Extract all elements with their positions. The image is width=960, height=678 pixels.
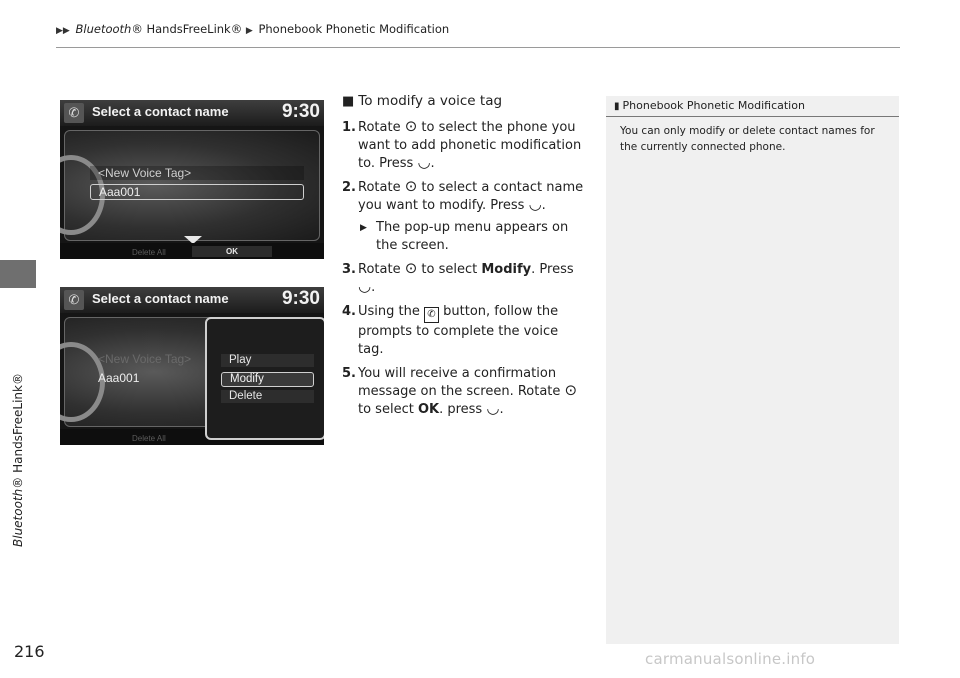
clock: 9:30 [281, 101, 320, 122]
step-text: to select a contact name you want to modify. Press [358, 180, 584, 213]
page-number: 216 [14, 642, 45, 661]
step-keyword: OK [417, 402, 440, 417]
step-number: 3. [342, 262, 356, 277]
step-result-text: The pop-up menu appears on the screen. [376, 220, 569, 253]
screen-title: Select a contact name [92, 291, 229, 306]
step-text: . press [439, 402, 483, 417]
popup-menu [205, 317, 324, 440]
step-text: to select the phone you want to add phonetic modification to. Press [358, 120, 582, 171]
voice-icon: ✆ [64, 290, 84, 310]
list-item-contact[interactable]: Aaa001 [98, 371, 140, 385]
enter-press-icon: ◡ [417, 153, 431, 171]
step-number: 4. [342, 304, 356, 319]
enter-press-icon: ◡ [528, 195, 542, 213]
watermark[interactable]: carmanualsonline.info [645, 650, 816, 668]
section-heading [342, 92, 587, 111]
step-2 [342, 179, 587, 255]
note-body: You can only modify or delete contact names for the currently connected phone. [620, 125, 875, 153]
step-result [358, 219, 587, 255]
breadcrumb-arrow-icon: ▶ [245, 26, 253, 36]
voice-icon: ✆ [64, 103, 84, 123]
result-arrow-icon: ▶ [360, 223, 367, 233]
note-title: Phonebook Phonetic Modification [622, 99, 805, 112]
header-divider [56, 47, 900, 48]
side-note [606, 96, 899, 644]
step-text: button, follow the prompts to complete the voice tag. [358, 304, 559, 357]
step-text: to select [421, 262, 478, 277]
step-5 [342, 365, 587, 419]
interface-dial-icon: ⊙ [564, 381, 578, 399]
breadcrumb-page: Phonebook Phonetic Modification [258, 22, 450, 36]
breadcrumb-arrow-icon: ▶▶ [56, 26, 70, 36]
screen-title: Select a contact name [92, 104, 229, 119]
breadcrumb [56, 22, 449, 36]
step-text: Rotate [358, 180, 401, 195]
section-heading-text: To modify a voice tag [358, 93, 503, 109]
menu-item-play[interactable]: Play [221, 354, 314, 367]
chapter-tab [0, 260, 36, 288]
note-header [606, 96, 899, 117]
step-text: . Press [531, 262, 574, 277]
menu-item-modify[interactable]: Modify [221, 372, 314, 387]
step-number: 1. [342, 120, 356, 135]
instructions [342, 92, 587, 425]
step-number: 5. [342, 366, 356, 381]
list-item-new-voice-tag[interactable]: <New Voice Tag> [90, 166, 304, 180]
enter-press-icon: ◡ [486, 399, 500, 417]
breadcrumb-section-italic: Bluetooth [75, 22, 132, 36]
step-text: . [430, 156, 435, 171]
breadcrumb-section: ® HandsFreeLink® [131, 22, 243, 36]
list-item-contact[interactable]: Aaa001 [90, 184, 304, 200]
step-text: Rotate [358, 120, 401, 135]
menu-item-delete[interactable]: Delete [221, 390, 314, 403]
interface-dial-icon: ⊙ [404, 259, 418, 277]
delete-all-button[interactable]: Delete All [132, 248, 166, 257]
step-text: Rotate [358, 262, 401, 277]
chapter-label-italic: Bluetooth [11, 488, 25, 547]
step-text: . [541, 198, 546, 213]
step-text: . [371, 280, 376, 295]
clock: 9:30 [281, 288, 320, 309]
step-text: You will receive a confirmation message on the screen. Rotate [358, 366, 561, 399]
ok-button[interactable]: OK [192, 246, 272, 257]
step-4 [342, 303, 587, 359]
bullet-square-icon: ■ [342, 94, 355, 109]
step-number: 2. [342, 180, 356, 195]
note-ref-icon: ▮ [614, 101, 620, 112]
step-keyword: Modify [481, 262, 532, 277]
step-3 [342, 261, 587, 297]
step-text: Using the [358, 304, 420, 319]
list-item-new-voice-tag[interactable]: <New Voice Tag> [98, 352, 192, 366]
interface-dial-icon: ⊙ [404, 177, 418, 195]
step-text: to select [358, 402, 414, 417]
chapter-label [11, 373, 25, 547]
screenshot-select-contact [60, 100, 324, 259]
talk-button-icon: ✆ [424, 307, 439, 323]
chapter-label-rest: ® HandsFreeLink® [11, 373, 25, 489]
delete-all-button[interactable]: Delete All [132, 434, 166, 443]
screenshot-popup-menu [60, 287, 324, 445]
interface-dial-icon: ⊙ [404, 117, 418, 135]
enter-press-icon: ◡ [358, 277, 372, 295]
step-text: . [499, 402, 504, 417]
step-1 [342, 119, 587, 173]
